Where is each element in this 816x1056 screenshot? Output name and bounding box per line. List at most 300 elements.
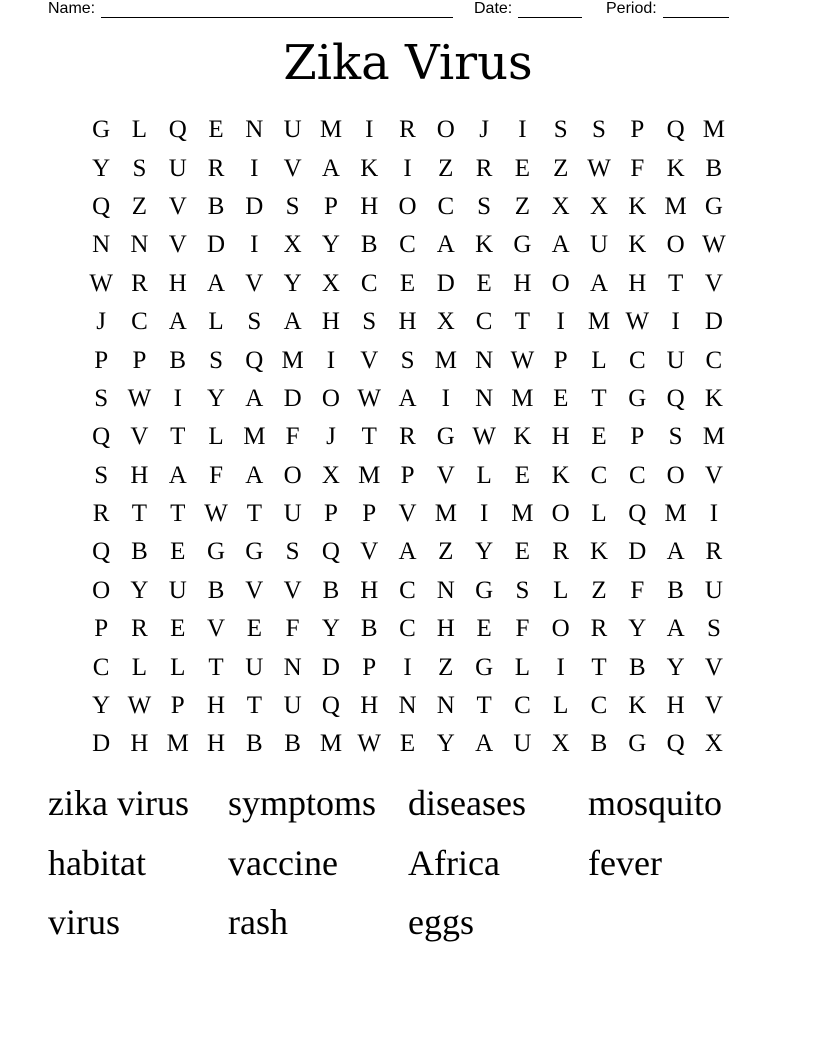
grid-letter[interactable]: Z: [438, 538, 454, 566]
grid-letter[interactable]: M: [702, 423, 726, 451]
grid-letter[interactable]: C: [590, 461, 608, 489]
grid-letter[interactable]: A: [245, 384, 264, 412]
grid-letter[interactable]: S: [132, 154, 147, 182]
grid-letter[interactable]: W: [204, 500, 228, 528]
grid-letter[interactable]: S: [477, 192, 492, 220]
grid-letter[interactable]: T: [170, 423, 186, 451]
grid-letter[interactable]: V: [436, 461, 455, 489]
grid-letter[interactable]: K: [475, 231, 494, 259]
grid-letter[interactable]: T: [246, 500, 262, 528]
grid-letter[interactable]: R: [552, 538, 570, 566]
grid-letter[interactable]: L: [591, 500, 607, 528]
grid-letter[interactable]: S: [247, 308, 262, 336]
grid-letter[interactable]: Y: [92, 692, 111, 720]
grid-letter[interactable]: D: [245, 192, 264, 220]
grid-letter[interactable]: L: [208, 423, 224, 451]
grid-letter[interactable]: V: [130, 423, 149, 451]
grid-letter[interactable]: X: [551, 730, 570, 758]
grid-letter[interactable]: V: [704, 269, 723, 297]
grid-letter[interactable]: L: [170, 653, 186, 681]
grid-letter[interactable]: D: [283, 384, 302, 412]
grid-letter[interactable]: W: [127, 692, 152, 720]
grid-letter[interactable]: S: [706, 615, 721, 643]
grid-letter[interactable]: V: [245, 269, 264, 297]
grid-letter[interactable]: H: [321, 308, 340, 336]
grid-letter[interactable]: K: [704, 384, 723, 412]
grid-letter[interactable]: S: [668, 423, 683, 451]
grid-letter[interactable]: J: [479, 116, 489, 144]
grid-letter[interactable]: S: [515, 576, 530, 604]
grid-letter[interactable]: G: [513, 231, 532, 259]
grid-letter[interactable]: B: [284, 730, 301, 758]
grid-letter[interactable]: S: [362, 308, 377, 336]
grid-letter[interactable]: U: [283, 692, 302, 720]
grid-letter[interactable]: Y: [666, 653, 685, 681]
grid-letter[interactable]: I: [479, 500, 489, 528]
grid-letter[interactable]: H: [168, 269, 187, 297]
grid-letter[interactable]: X: [321, 269, 340, 297]
grid-letter[interactable]: I: [709, 500, 719, 528]
grid-letter[interactable]: Y: [628, 615, 647, 643]
grid-letter[interactable]: I: [365, 116, 374, 144]
grid-letter[interactable]: G: [207, 538, 226, 566]
grid-letter[interactable]: I: [326, 346, 336, 374]
grid-letter[interactable]: H: [513, 269, 532, 297]
grid-letter[interactable]: U: [168, 576, 187, 604]
grid-letter[interactable]: E: [514, 538, 531, 566]
grid-letter[interactable]: I: [556, 653, 565, 681]
grid-letter[interactable]: L: [514, 653, 531, 681]
grid-letter[interactable]: D: [704, 308, 723, 336]
grid-letter[interactable]: V: [704, 692, 723, 720]
grid-letter[interactable]: A: [398, 538, 417, 566]
grid-letter[interactable]: P: [170, 692, 185, 720]
grid-letter[interactable]: A: [207, 269, 226, 297]
grid-letter[interactable]: S: [285, 192, 300, 220]
grid-letter[interactable]: C: [131, 308, 148, 336]
grid-letter[interactable]: H: [130, 730, 149, 758]
grid-letter[interactable]: Q: [666, 384, 685, 412]
grid-letter[interactable]: P: [94, 346, 109, 374]
grid-letter[interactable]: E: [476, 615, 492, 643]
grid-letter[interactable]: F: [630, 576, 645, 604]
grid-letter[interactable]: S: [400, 346, 415, 374]
grid-letter[interactable]: N: [92, 231, 111, 259]
grid-letter[interactable]: V: [283, 576, 302, 604]
grid-letter[interactable]: Z: [591, 576, 607, 604]
grid-letter[interactable]: M: [664, 192, 687, 220]
grid-letter[interactable]: A: [589, 269, 609, 297]
grid-letter[interactable]: E: [476, 269, 492, 297]
grid-letter[interactable]: P: [323, 192, 338, 220]
grid-letter[interactable]: B: [322, 576, 340, 604]
grid-letter[interactable]: U: [666, 346, 685, 374]
word-bank-item: habitat: [48, 842, 146, 883]
grid-letter[interactable]: G: [475, 576, 494, 604]
grid-letter[interactable]: T: [476, 692, 492, 720]
grid-letter[interactable]: S: [209, 346, 223, 374]
grid-letter[interactable]: O: [321, 384, 340, 412]
grid-letter[interactable]: A: [666, 615, 685, 643]
grid-letter[interactable]: F: [630, 154, 645, 182]
grid-letter[interactable]: H: [666, 692, 685, 720]
grid-letter[interactable]: V: [168, 231, 187, 259]
grid-letter[interactable]: Y: [321, 231, 340, 259]
grid-letter[interactable]: M: [243, 423, 266, 451]
grid-letter[interactable]: G: [245, 538, 264, 566]
grid-letter[interactable]: Q: [92, 192, 111, 220]
grid-letter[interactable]: R: [131, 269, 148, 297]
grid-letter[interactable]: B: [207, 576, 225, 604]
grid-letter[interactable]: K: [628, 192, 647, 220]
grid-letter[interactable]: C: [514, 692, 531, 720]
grid-letter[interactable]: I: [403, 154, 412, 182]
grid-letter[interactable]: M: [702, 116, 726, 144]
grid-letter[interactable]: V: [283, 154, 302, 182]
grid-letter[interactable]: Q: [628, 500, 647, 528]
grid-letter[interactable]: H: [628, 269, 647, 297]
grid-letter[interactable]: E: [553, 384, 569, 412]
grid-letter[interactable]: P: [362, 500, 377, 528]
grid-letter[interactable]: I: [518, 116, 527, 144]
grid-letter[interactable]: L: [553, 692, 569, 720]
word-bank-item: zika virus: [48, 783, 189, 823]
grid-letter[interactable]: N: [398, 692, 417, 720]
grid-letter[interactable]: N: [436, 576, 455, 604]
grid-letter[interactable]: R: [399, 116, 416, 144]
grid-letter[interactable]: Y: [283, 269, 302, 297]
grid-letter[interactable]: V: [168, 192, 187, 220]
grid-letter[interactable]: H: [207, 692, 226, 720]
page-title: Zika Virus: [283, 35, 533, 91]
grid-letter[interactable]: N: [475, 384, 494, 412]
date-field[interactable]: [474, 0, 582, 18]
grid-letter[interactable]: H: [130, 461, 149, 489]
grid-letter[interactable]: U: [283, 116, 302, 144]
grid-letter[interactable]: R: [590, 615, 608, 643]
grid-letter[interactable]: H: [360, 192, 379, 220]
grid-letter[interactable]: E: [399, 269, 416, 297]
grid-letter[interactable]: U: [245, 653, 264, 681]
grid-letter[interactable]: V: [398, 500, 417, 528]
grid-letter[interactable]: T: [667, 269, 684, 297]
grid-letter[interactable]: C: [399, 231, 416, 259]
grid-letter[interactable]: R: [92, 500, 110, 528]
grid-letter[interactable]: C: [92, 653, 110, 681]
grid-letter[interactable]: B: [628, 653, 646, 681]
grid-letter[interactable]: S: [94, 461, 109, 489]
grid-letter[interactable]: Y: [321, 615, 340, 643]
grid-letter[interactable]: Q: [168, 116, 187, 144]
date-blank-line[interactable]: [518, 3, 582, 18]
grid-letter[interactable]: N: [475, 346, 494, 374]
grid-letter[interactable]: Y: [92, 154, 111, 182]
grid-letter[interactable]: B: [667, 576, 684, 604]
grid-letter[interactable]: E: [591, 423, 607, 451]
grid-letter[interactable]: N: [245, 116, 264, 144]
grid-letter[interactable]: O: [398, 192, 417, 220]
grid-letter[interactable]: C: [475, 308, 493, 336]
grid-letter[interactable]: R: [705, 538, 723, 566]
grid-letter[interactable]: X: [283, 231, 302, 259]
grid-letter[interactable]: K: [360, 154, 379, 182]
grid-letter[interactable]: C: [628, 461, 646, 489]
grid-letter[interactable]: L: [476, 461, 492, 489]
grid-letter[interactable]: P: [132, 346, 147, 374]
grid-letter[interactable]: W: [357, 384, 382, 412]
grid-letter[interactable]: G: [704, 192, 723, 220]
grid-letter[interactable]: B: [207, 192, 225, 220]
grid-letter[interactable]: W: [472, 423, 496, 451]
grid-letter[interactable]: P: [630, 116, 645, 144]
grid-letter[interactable]: M: [664, 500, 687, 528]
grid-letter[interactable]: M: [166, 730, 189, 758]
grid-letter[interactable]: F: [285, 423, 300, 451]
grid-letter[interactable]: R: [399, 423, 416, 451]
grid-letter[interactable]: Y: [475, 538, 494, 566]
grid-letter[interactable]: A: [168, 461, 187, 489]
grid-letter[interactable]: A: [666, 538, 685, 566]
grid-letter[interactable]: X: [436, 308, 455, 336]
grid-letter[interactable]: L: [591, 346, 607, 374]
grid-letter[interactable]: B: [705, 154, 723, 182]
grid-letter[interactable]: I: [250, 154, 259, 182]
grid-letter[interactable]: K: [551, 461, 570, 489]
grid-letter[interactable]: D: [207, 231, 226, 259]
grid-letter[interactable]: M: [319, 730, 343, 758]
grid-letter[interactable]: M: [511, 384, 534, 412]
grid-letter[interactable]: E: [399, 730, 416, 758]
grid-letter[interactable]: I: [403, 653, 412, 681]
grid-letter[interactable]: F: [515, 615, 530, 643]
grid-letter[interactable]: B: [169, 346, 187, 374]
grid-letter[interactable]: C: [705, 346, 723, 374]
grid-letter[interactable]: Z: [131, 192, 148, 220]
grid-letter[interactable]: A: [398, 384, 417, 412]
grid-letter[interactable]: I: [556, 308, 565, 336]
grid-letter[interactable]: T: [131, 500, 148, 528]
grid-letter[interactable]: Q: [92, 538, 111, 566]
date-label: Date:: [474, 0, 513, 17]
grid-letter[interactable]: P: [362, 653, 377, 681]
grid-letter[interactable]: K: [628, 692, 647, 720]
grid-letter[interactable]: G: [475, 653, 494, 681]
grid-letter[interactable]: K: [666, 154, 685, 182]
grid-letter[interactable]: Z: [438, 154, 454, 182]
grid-letter[interactable]: B: [245, 730, 263, 758]
grid-letter[interactable]: M: [319, 116, 343, 144]
grid-letter[interactable]: A: [168, 308, 187, 336]
grid-letter[interactable]: H: [436, 615, 455, 643]
grid-letter[interactable]: Q: [92, 423, 111, 451]
grid-letter[interactable]: P: [553, 346, 568, 374]
grid-letter[interactable]: P: [323, 500, 338, 528]
grid-letter[interactable]: B: [590, 730, 608, 758]
grid-letter[interactable]: A: [475, 730, 494, 758]
grid-letter[interactable]: W: [587, 154, 611, 182]
grid-letter[interactable]: C: [399, 615, 416, 643]
grid-letter[interactable]: Q: [245, 346, 264, 374]
grid-letter[interactable]: E: [514, 154, 531, 182]
grid-letter[interactable]: T: [208, 653, 224, 681]
grid-letter[interactable]: J: [96, 308, 107, 336]
grid-letter[interactable]: Q: [666, 116, 685, 144]
grid-letter[interactable]: O: [666, 461, 685, 489]
grid-letter[interactable]: O: [436, 116, 455, 144]
grid-letter[interactable]: A: [245, 461, 264, 489]
grid-letter[interactable]: X: [321, 461, 340, 489]
grid-letter[interactable]: U: [589, 231, 609, 259]
grid-letter[interactable]: H: [360, 692, 379, 720]
grid-letter[interactable]: Z: [514, 192, 531, 220]
grid-letter[interactable]: Y: [207, 384, 226, 412]
grid-letter[interactable]: E: [170, 538, 186, 566]
grid-letter[interactable]: U: [283, 500, 302, 528]
grid-letter[interactable]: P: [400, 461, 415, 489]
grid-letter[interactable]: E: [208, 116, 224, 144]
grid-letter[interactable]: I: [250, 231, 259, 259]
grid-letter[interactable]: V: [704, 461, 723, 489]
grid-letter[interactable]: Q: [321, 692, 340, 720]
grid-letter[interactable]: X: [551, 192, 570, 220]
grid-letter[interactable]: M: [434, 500, 457, 528]
grid-letter[interactable]: C: [590, 692, 608, 720]
grid-letter[interactable]: B: [131, 538, 148, 566]
grid-letter[interactable]: V: [360, 538, 379, 566]
grid-letter[interactable]: E: [246, 615, 262, 643]
word-bank-item: mosquito: [588, 783, 723, 823]
grid-letter[interactable]: V: [207, 615, 226, 643]
grid-letter[interactable]: C: [399, 576, 416, 604]
grid-letter[interactable]: Y: [130, 576, 149, 604]
grid-letter[interactable]: O: [551, 500, 570, 528]
period-blank-line[interactable]: [663, 3, 729, 18]
grid-letter[interactable]: G: [628, 730, 647, 758]
grid-letter[interactable]: A: [321, 154, 340, 182]
grid-letter[interactable]: W: [625, 308, 650, 336]
grid-letter[interactable]: H: [360, 576, 379, 604]
grid-letter[interactable]: O: [551, 615, 570, 643]
grid-letter[interactable]: K: [513, 423, 532, 451]
grid-letter[interactable]: F: [285, 615, 300, 643]
grid-letter[interactable]: D: [92, 730, 111, 758]
grid-letter[interactable]: U: [704, 576, 723, 604]
grid-letter[interactable]: G: [628, 384, 647, 412]
grid-letter[interactable]: D: [436, 269, 455, 297]
grid-letter[interactable]: R: [475, 154, 493, 182]
grid-letter[interactable]: B: [360, 615, 378, 643]
grid-letter[interactable]: R: [207, 154, 225, 182]
name-field[interactable]: [48, 0, 453, 18]
grid-letter[interactable]: O: [92, 576, 111, 604]
grid-letter[interactable]: V: [245, 576, 264, 604]
grid-letter[interactable]: W: [357, 730, 382, 758]
grid-letter[interactable]: Z: [438, 653, 454, 681]
grid-letter[interactable]: E: [514, 461, 531, 489]
grid-letter[interactable]: Q: [666, 730, 685, 758]
grid-letter[interactable]: E: [170, 615, 186, 643]
grid-letter[interactable]: G: [92, 116, 111, 144]
grid-letter[interactable]: T: [591, 653, 607, 681]
grid-letter[interactable]: C: [437, 192, 455, 220]
grid-letter[interactable]: K: [628, 231, 647, 259]
grid-letter[interactable]: K: [589, 538, 609, 566]
grid-letter[interactable]: J: [326, 423, 336, 451]
grid-letter[interactable]: A: [551, 231, 570, 259]
grid-letter[interactable]: D: [628, 538, 647, 566]
grid-letter[interactable]: S: [285, 538, 300, 566]
grid-letter[interactable]: W: [702, 231, 726, 259]
grid-letter[interactable]: L: [553, 576, 569, 604]
grid-letter[interactable]: V: [704, 653, 723, 681]
grid-letter[interactable]: M: [434, 346, 457, 374]
grid-letter[interactable]: H: [207, 730, 226, 758]
grid-letter[interactable]: X: [589, 192, 609, 220]
grid-letter[interactable]: N: [283, 653, 302, 681]
grid-letter[interactable]: U: [168, 154, 187, 182]
grid-letter[interactable]: A: [436, 231, 455, 259]
grid-letter[interactable]: U: [513, 730, 532, 758]
grid-letter[interactable]: T: [514, 308, 531, 336]
grid-letter[interactable]: T: [170, 500, 186, 528]
grid-letter[interactable]: C: [360, 269, 378, 297]
grid-letter[interactable]: S: [553, 116, 568, 144]
grid-letter[interactable]: H: [551, 423, 570, 451]
grid-letter[interactable]: F: [209, 461, 223, 489]
grid-letter[interactable]: P: [94, 615, 109, 643]
grid-letter[interactable]: R: [131, 615, 148, 643]
grid-letter[interactable]: N: [436, 692, 455, 720]
grid-letter[interactable]: O: [283, 461, 302, 489]
grid-letter[interactable]: G: [436, 423, 455, 451]
grid-letter[interactable]: T: [246, 692, 262, 720]
grid-letter[interactable]: N: [130, 231, 149, 259]
period-field[interactable]: [606, 0, 729, 18]
grid-letter[interactable]: B: [360, 231, 378, 259]
grid-letter[interactable]: S: [592, 116, 606, 144]
grid-letter[interactable]: O: [551, 269, 570, 297]
grid-letter[interactable]: O: [666, 231, 685, 259]
grid-letter[interactable]: I: [671, 308, 680, 336]
grid-letter[interactable]: V: [360, 346, 379, 374]
grid-letter[interactable]: Z: [553, 154, 569, 182]
name-blank-line[interactable]: [101, 3, 453, 18]
grid-letter[interactable]: Y: [436, 730, 455, 758]
grid-letter[interactable]: I: [173, 384, 182, 412]
grid-letter[interactable]: M: [511, 500, 534, 528]
grid-letter[interactable]: X: [704, 730, 723, 758]
grid-letter[interactable]: L: [131, 116, 148, 144]
grid-letter[interactable]: M: [281, 346, 304, 374]
grid-letter[interactable]: T: [361, 423, 377, 451]
grid-letter[interactable]: S: [94, 384, 109, 412]
grid-letter[interactable]: T: [591, 384, 607, 412]
grid-letter[interactable]: P: [630, 423, 645, 451]
grid-letter[interactable]: A: [283, 308, 302, 336]
grid-letter[interactable]: L: [208, 308, 224, 336]
grid-letter[interactable]: H: [398, 308, 417, 336]
grid-letter[interactable]: D: [321, 653, 340, 681]
grid-letter[interactable]: W: [510, 346, 535, 374]
grid-letter[interactable]: I: [441, 384, 450, 412]
grid-letter[interactable]: W: [89, 269, 113, 297]
grid-letter[interactable]: M: [358, 461, 381, 489]
grid-letter[interactable]: Q: [321, 538, 340, 566]
grid-letter[interactable]: W: [127, 384, 152, 412]
grid-letter[interactable]: C: [628, 346, 646, 374]
grid-letter[interactable]: M: [587, 308, 611, 336]
grid-letter[interactable]: L: [131, 653, 148, 681]
